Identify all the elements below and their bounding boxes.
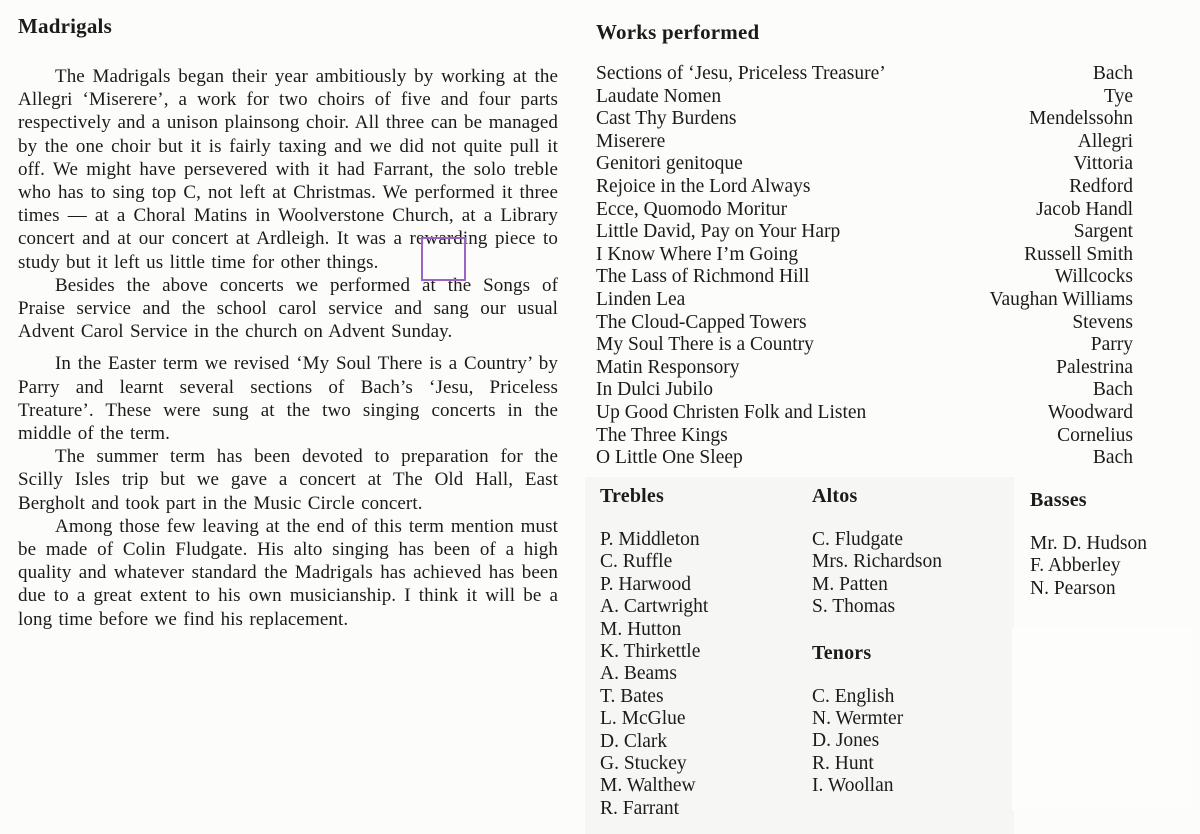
work-row bbox=[596, 176, 1133, 199]
singer-name: N. Wermter bbox=[812, 708, 904, 730]
singer-name: R. Hunt bbox=[812, 752, 874, 774]
work-title: I Know Where I’m Going bbox=[596, 243, 799, 265]
work-composer: Jacob Handl bbox=[1036, 198, 1133, 220]
basses-list bbox=[1030, 533, 1198, 600]
work-composer: Mendelssohn bbox=[1029, 108, 1133, 130]
singer-name: I. Woollan bbox=[812, 775, 894, 797]
trebles-heading: Trebles bbox=[600, 485, 664, 507]
work-composer: Bach bbox=[1092, 379, 1133, 401]
work-composer: Bach bbox=[1092, 63, 1133, 84]
work-composer: Vaughan Williams bbox=[989, 288, 1133, 310]
work-composer: Parry bbox=[1090, 334, 1133, 356]
article-paragraph: Besides the above concerts we performed at the Songs of Praise service and the school carol service and sang our usual Advent Carol Service in the church on Advent Sunday. bbox=[18, 274, 558, 343]
singer-name: T. Bates bbox=[600, 685, 664, 707]
singer-name: M. Hutton bbox=[600, 618, 682, 640]
work-title: Up Good Christen Folk and Listen bbox=[596, 401, 867, 423]
work-title: Little David, Pay on Your Harp bbox=[596, 221, 841, 243]
singer-name: A. Beams bbox=[600, 663, 677, 685]
basses-column bbox=[1030, 488, 1198, 600]
work-row bbox=[596, 447, 1133, 470]
work-composer: Palestrina bbox=[1056, 356, 1133, 378]
work-title: The Three Kings bbox=[596, 424, 728, 446]
work-composer: Vittoria bbox=[1073, 153, 1133, 175]
work-composer: Cornelius bbox=[1057, 424, 1133, 446]
works-performed-list bbox=[596, 63, 1133, 470]
work-title: Cast Thy Burdens bbox=[596, 108, 737, 130]
singer-name: Mr. D. Hudson bbox=[1030, 533, 1148, 554]
tenors-list bbox=[812, 686, 1017, 798]
altos-tenors-column bbox=[812, 484, 1017, 798]
work-title: Miserere bbox=[596, 130, 666, 152]
article-paragraph: The Madrigals began their year ambitiously by working at the Allegri ‘Miserere’, a work for two choirs of five and four parts respectively and a unison plainsong choir. All three can be managed by the one choir but it is fairly taxing and we did not quite pull it off. We might have persevered with it had Farrant, the solo treble who has to sing top C, not left at Christmas. We performed it three times — at a Choral Matins in Woolverstone Church, at a Library concert and at our concert at Ardleigh. It was a rewarding piece to study but it left us little time for other things. bbox=[18, 66, 558, 273]
work-row bbox=[596, 425, 1133, 448]
singer-name: L. McGlue bbox=[600, 708, 686, 730]
work-title: In Dulci Jubilo bbox=[596, 379, 713, 401]
singer-name: R. Farrant bbox=[600, 797, 680, 819]
work-row bbox=[596, 312, 1133, 335]
singer-name: C. Fludgate bbox=[812, 529, 903, 550]
work-composer: Allegri bbox=[1077, 130, 1133, 152]
work-composer: Woodward bbox=[1047, 401, 1133, 423]
work-row bbox=[596, 289, 1133, 312]
trebles-list bbox=[600, 529, 795, 820]
work-row bbox=[596, 402, 1133, 425]
work-row bbox=[596, 244, 1133, 267]
tenors-heading: Tenors bbox=[812, 641, 872, 664]
article-paragraph: Among those few leaving at the end of this term mention must be made of Colin Fludgate. His alto singing has been of a high quality and whatever standard the Madrigals has achieved has been due to a great extent to his own musicianship. I think it will be a long time before we find his replacement. bbox=[18, 515, 558, 630]
work-row bbox=[596, 379, 1133, 402]
singer-name: S. Thomas bbox=[812, 596, 896, 618]
article-heading: Madrigals bbox=[18, 14, 112, 38]
singer-name: M. Patten bbox=[812, 573, 888, 595]
article-paragraph: In the Easter term we revised ‘My Soul There is a Country’ by Parry and learnt several sections of Bach’s ‘Jesu, Priceless Treature’. These were sung at the two singing concerts in the middle of the term. bbox=[18, 353, 558, 445]
singer-name: F. Abberley bbox=[1030, 555, 1121, 577]
work-row bbox=[596, 266, 1133, 289]
work-title: Laudate Nomen bbox=[596, 85, 722, 107]
work-row bbox=[596, 221, 1133, 244]
singer-name: K. Thirkettle bbox=[600, 641, 701, 663]
singer-name: M. Walthew bbox=[600, 775, 696, 797]
work-composer: Stevens bbox=[1072, 311, 1133, 333]
work-title: Matin Responsory bbox=[596, 356, 740, 378]
work-row bbox=[596, 63, 1133, 86]
work-title: Sections of ‘Jesu, Priceless Treasure’ bbox=[596, 63, 886, 84]
singer-name: G. Stuckey bbox=[600, 753, 687, 775]
work-row bbox=[596, 334, 1133, 357]
work-title: O Little One Sleep bbox=[596, 447, 743, 469]
work-title: My Soul There is a Country bbox=[596, 334, 814, 356]
work-title: Linden Lea bbox=[596, 288, 686, 310]
works-performed-heading: Works performed bbox=[596, 20, 760, 44]
singer-name: C. Ruffle bbox=[600, 551, 673, 573]
scan-shading-bottom-right bbox=[1012, 628, 1192, 810]
trebles-column bbox=[600, 484, 795, 820]
work-composer: Willcocks bbox=[1054, 266, 1133, 288]
article-paragraph: The summer term has been devoted to preparation for the Scilly Isles trip but we gave a concert at The Old Hall, East Bergholt and took part in the Music Circle concert. bbox=[18, 446, 558, 514]
work-title: Ecce, Quomodo Moritur bbox=[596, 198, 788, 220]
work-row bbox=[596, 153, 1133, 176]
work-composer: Russell Smith bbox=[1024, 243, 1133, 265]
singer-name: N. Pearson bbox=[1030, 577, 1116, 599]
singer-name: D. Jones bbox=[812, 730, 880, 752]
work-title: The Lass of Richmond Hill bbox=[596, 266, 810, 288]
work-composer: Bach bbox=[1092, 447, 1133, 469]
basses-heading: Basses bbox=[1030, 489, 1087, 511]
work-row bbox=[596, 86, 1133, 109]
work-composer: Sargent bbox=[1073, 221, 1133, 243]
singer-name: P. Middleton bbox=[600, 529, 700, 550]
singer-name: A. Cartwright bbox=[600, 596, 709, 618]
work-title: Rejoice in the Lord Always bbox=[596, 175, 811, 197]
work-composer: Tye bbox=[1104, 85, 1133, 107]
singer-name: P. Harwood bbox=[600, 573, 691, 595]
altos-list bbox=[812, 529, 1017, 619]
work-row bbox=[596, 108, 1133, 131]
singer-name: C. English bbox=[812, 685, 895, 707]
singer-name: Mrs. Richardson bbox=[812, 551, 942, 573]
work-title: Genitori genitoque bbox=[596, 153, 743, 175]
work-row bbox=[596, 199, 1133, 222]
singer-name: D. Clark bbox=[600, 730, 668, 752]
work-row bbox=[596, 357, 1133, 380]
article-body bbox=[18, 65, 558, 631]
madrigals-article bbox=[18, 14, 558, 631]
work-row bbox=[596, 131, 1133, 154]
work-title: The Cloud-Capped Towers bbox=[596, 311, 807, 333]
work-composer: Redford bbox=[1069, 175, 1133, 197]
altos-heading: Altos bbox=[812, 485, 858, 507]
